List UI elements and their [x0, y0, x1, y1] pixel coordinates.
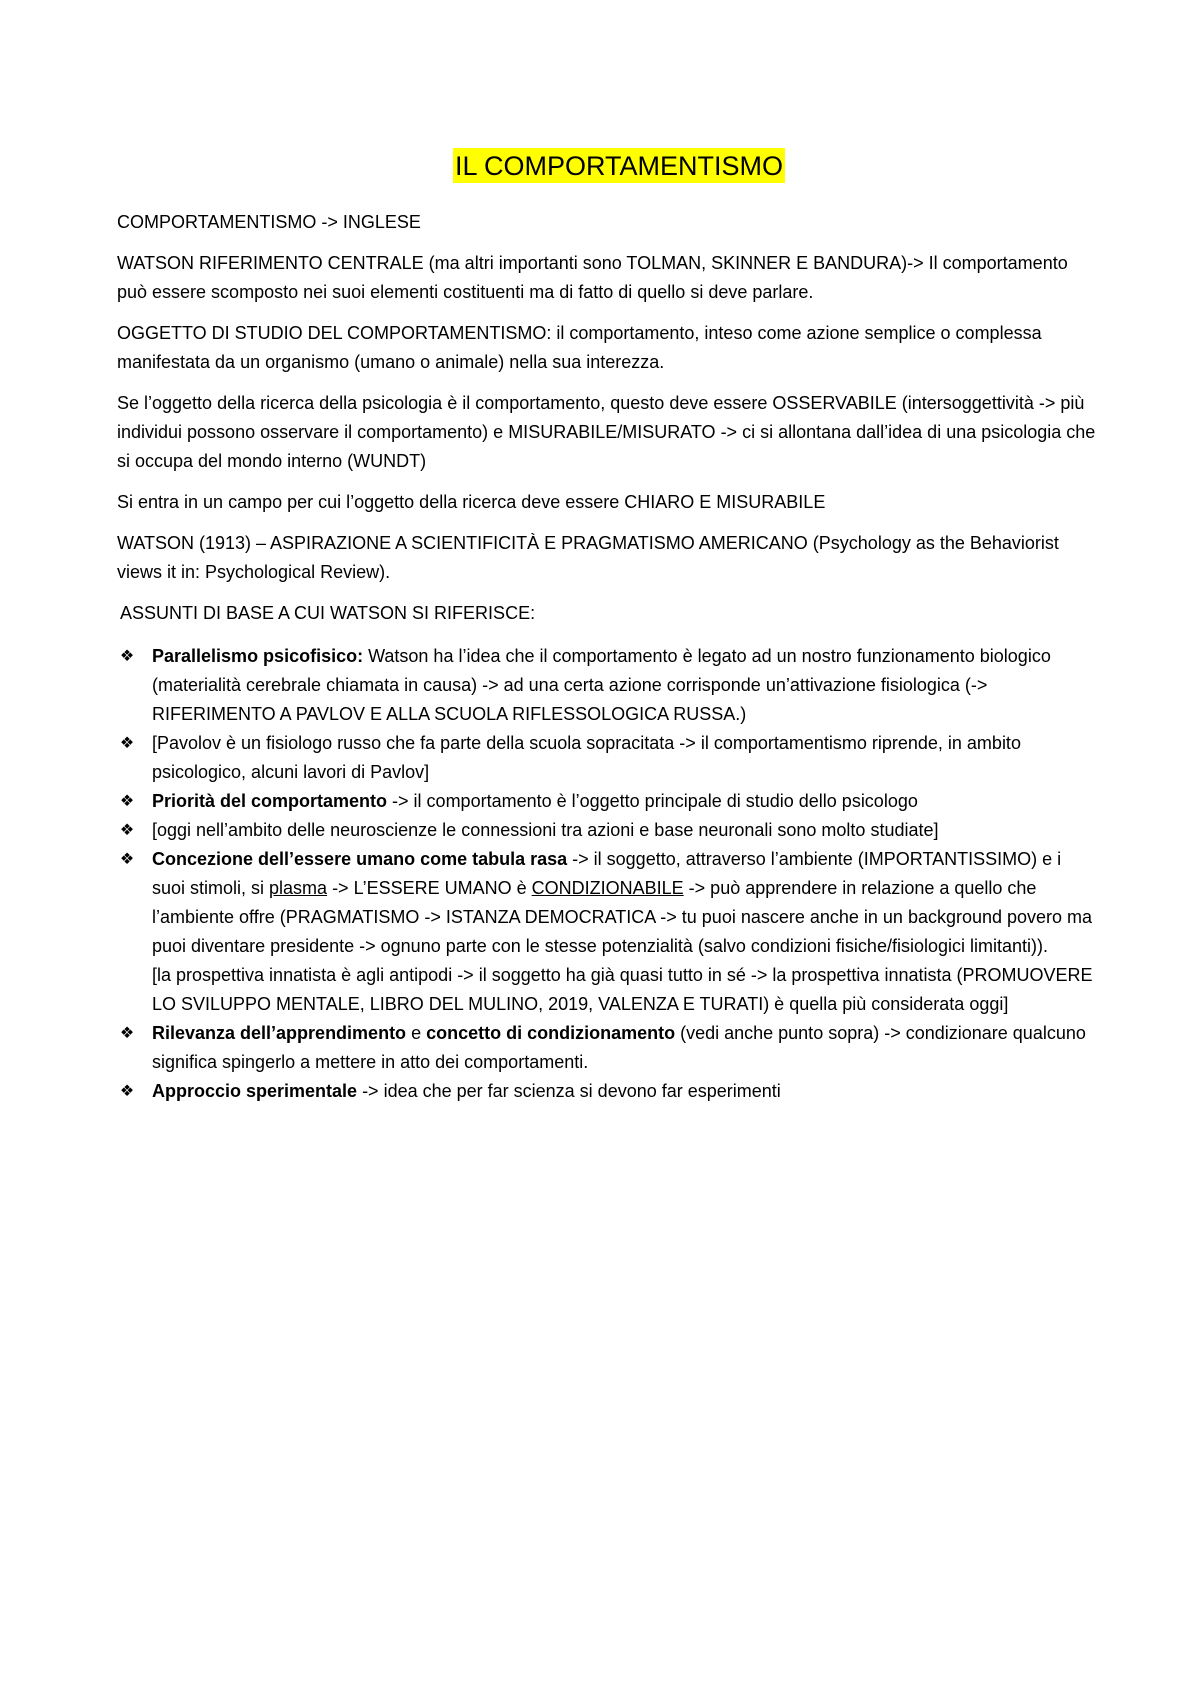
list-item — [117, 1077, 1097, 1106]
page-title: IL COMPORTAMENTISMO — [453, 148, 785, 183]
item-text: e — [406, 1023, 427, 1043]
diamond-bullet-icon: ❖ — [119, 793, 135, 810]
item-text: -> L’ESSERE UMANO è — [327, 878, 532, 898]
bold-term: Parallelismo psicofisico: — [152, 646, 364, 666]
item-text: -> idea che per far scienza si devono far esperimenti — [357, 1081, 781, 1101]
item-text: -> il comportamento è l’oggetto principale di studio dello psicologo — [387, 791, 918, 811]
paragraph-watson: WATSON RIFERIMENTO CENTRALE (ma altri importanti sono TOLMAN, SKINNER E BANDURA)-> Il comportamento può essere scomposto nei suoi elementi costituenti ma di fatto di quello si deve parlare. — [117, 253, 1068, 302]
list-item — [117, 816, 1097, 845]
item-text: -> il soggetto, attraverso l’ambiente (IMPORTANTISSIMO) e i suoi stimoli, si — [152, 849, 1062, 898]
title-wrap — [117, 148, 1097, 184]
assunti-heading: ASSUNTI DI BASE A CUI WATSON SI RIFERISCE: — [120, 603, 536, 623]
item-text: [la prospettiva innatista è agli antipodi -> il soggetto ha già quasi tutto in sé -> la prospettiva innatista (PROMUOVERE LO SVILUPPO MENTALE, LIBRO DEL MULINO, 2019, VALENZA E TURATI) è quella più considerata oggi] — [152, 965, 1093, 1014]
list-item — [117, 1019, 1097, 1077]
bold-term: Rilevanza dell’apprendimento — [152, 1023, 407, 1043]
paragraph-campo: Si entra in un campo per cui l’oggetto della ricerca deve essere CHIARO E MISURABILE — [117, 492, 826, 512]
diamond-bullet-icon: ❖ — [119, 648, 135, 665]
list-item — [117, 787, 1097, 816]
diamond-bullet-icon: ❖ — [119, 851, 135, 868]
paragraph-oggetto: OGGETTO DI STUDIO DEL COMPORTAMENTISMO: il comportamento, inteso come azione semplice o complessa manifestata da un organismo (umano o animale) nella sua interezza. — [117, 323, 1042, 372]
diamond-bullet-icon: ❖ — [119, 822, 135, 839]
assunti-list — [117, 642, 1097, 1106]
paragraph-1913: WATSON (1913) – ASPIRAZIONE A SCIENTIFICITÀ E PRAGMATISMO AMERICANO (Psychology as the Behaviorist views it in: Psychological Review). — [117, 533, 1059, 582]
diamond-bullet-icon: ❖ — [119, 735, 135, 752]
list-item — [117, 729, 1097, 787]
item-text: [Pavolov è un fisiologo russo che fa parte della scuola sopracitata -> il comportamentismo riprende, in ambito psicologico, alcuni lavori di Pavlov] — [152, 733, 1021, 782]
paragraph-osservabile: Se l’oggetto della ricerca della psicologia è il comportamento, questo deve essere OSSERVABILE (intersoggettività -> più individui possono osservare il comportamento) e MISURABILE/MISURATO -> ci si allontana dall’idea di una psicologia che si occupa del mondo interno (WUNDT) — [117, 393, 1096, 471]
subtitle-line: COMPORTAMENTISMO -> INGLESE — [117, 212, 421, 232]
document-page — [117, 0, 1097, 1106]
diamond-bullet-icon: ❖ — [119, 1083, 135, 1100]
bold-term: concetto di condizionamento — [426, 1023, 676, 1043]
item-text: Watson ha l’idea che il comportamento è legato ad un nostro funzionamento biologico (materialità cerebrale chiamata in causa) -> ad una certa azione corrisponde un’attivazione fisiologica (-> RIFERIMENTO A PAVLOV E ALLA SCUOLA RIFLESSOLOGICA RUSSA.) — [152, 646, 1051, 724]
list-item — [117, 845, 1097, 1019]
bold-term: Priorità del comportamento — [152, 791, 388, 811]
item-text: (vedi anche punto sopra) -> condizionare qualcuno significa spingerlo a mettere in atto dei comportamenti. — [152, 1023, 1086, 1072]
item-text: -> può apprendere in relazione a quello che l’ambiente offre (PRAGMATISMO -> ISTANZA DEMOCRATICA -> tu puoi nascere anche in un background povero ma puoi diventare presidente -> ognuno parte con le stesse potenzialità (salvo condizioni fisiche/fisiologici limitanti)). — [152, 878, 1093, 956]
underlined-term: plasma — [269, 878, 328, 898]
diamond-bullet-icon: ❖ — [119, 1025, 135, 1042]
bold-term: Concezione dell’essere umano come tabula rasa — [152, 849, 568, 869]
item-text: [oggi nell’ambito delle neuroscienze le connessioni tra azioni e base neuronali sono molto studiate] — [152, 820, 939, 840]
list-item — [117, 642, 1097, 729]
underlined-term: CONDIZIONABILE — [531, 878, 684, 898]
bold-term: Approccio sperimentale — [152, 1081, 358, 1101]
